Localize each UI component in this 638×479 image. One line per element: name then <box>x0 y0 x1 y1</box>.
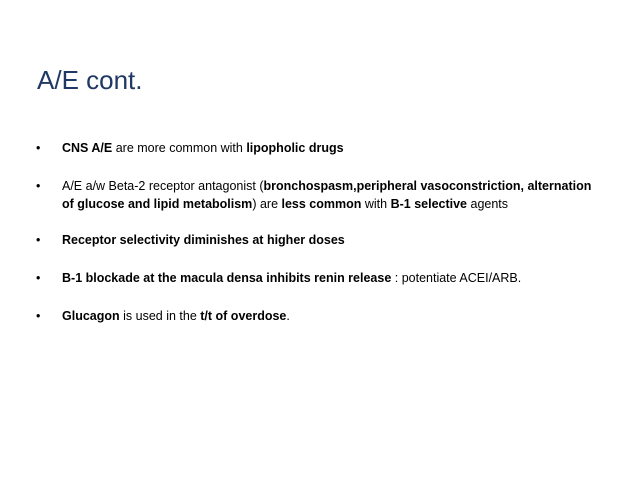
bullet-dot-icon: • <box>36 309 41 323</box>
bullet-text <box>62 271 521 285</box>
bullet-item <box>36 139 606 157</box>
text-segment: . <box>286 309 290 323</box>
text-segment: Receptor selectivity diminishes at higher doses <box>62 233 345 247</box>
text-segment: agents <box>467 197 509 211</box>
bullet-text <box>62 141 344 155</box>
bullet-dot-icon: • <box>36 179 41 193</box>
text-segment: CNS A/E <box>62 141 113 155</box>
bullet-list <box>36 139 606 345</box>
bullet-item <box>36 231 606 249</box>
text-segment: : potentiate ACEI/ARB. <box>391 271 522 285</box>
text-segment: B-1 blockade at the macula densa inhibits renin release <box>62 271 392 285</box>
bullet-text <box>62 309 290 323</box>
bullet-text <box>62 179 591 211</box>
text-segment: B-1 selective <box>390 197 468 211</box>
text-segment: ) are <box>252 197 282 211</box>
text-segment: less common <box>281 197 362 211</box>
text-segment: lipopholic drugs <box>246 141 344 155</box>
bullet-item <box>36 307 606 325</box>
text-segment: is used in the <box>119 309 201 323</box>
bullet-text <box>62 233 345 247</box>
text-segment: A/E a/w Beta-2 receptor antagonist ( <box>62 179 264 193</box>
slide-title: A/E cont. <box>37 65 143 95</box>
bullet-dot-icon: • <box>36 141 41 155</box>
bullet-item <box>36 269 606 287</box>
text-segment: t/t of overdose <box>200 309 287 323</box>
bullet-item <box>36 177 606 213</box>
text-segment: are more common with <box>112 141 247 155</box>
bullet-dot-icon: • <box>36 271 41 285</box>
text-segment: with <box>361 197 391 211</box>
bullet-dot-icon: • <box>36 233 41 247</box>
text-segment: Glucagon <box>62 309 120 323</box>
text-segment: bronchospasm,peripheral vasoconstriction, alternation of glucose and lipid metabolism <box>62 179 592 211</box>
